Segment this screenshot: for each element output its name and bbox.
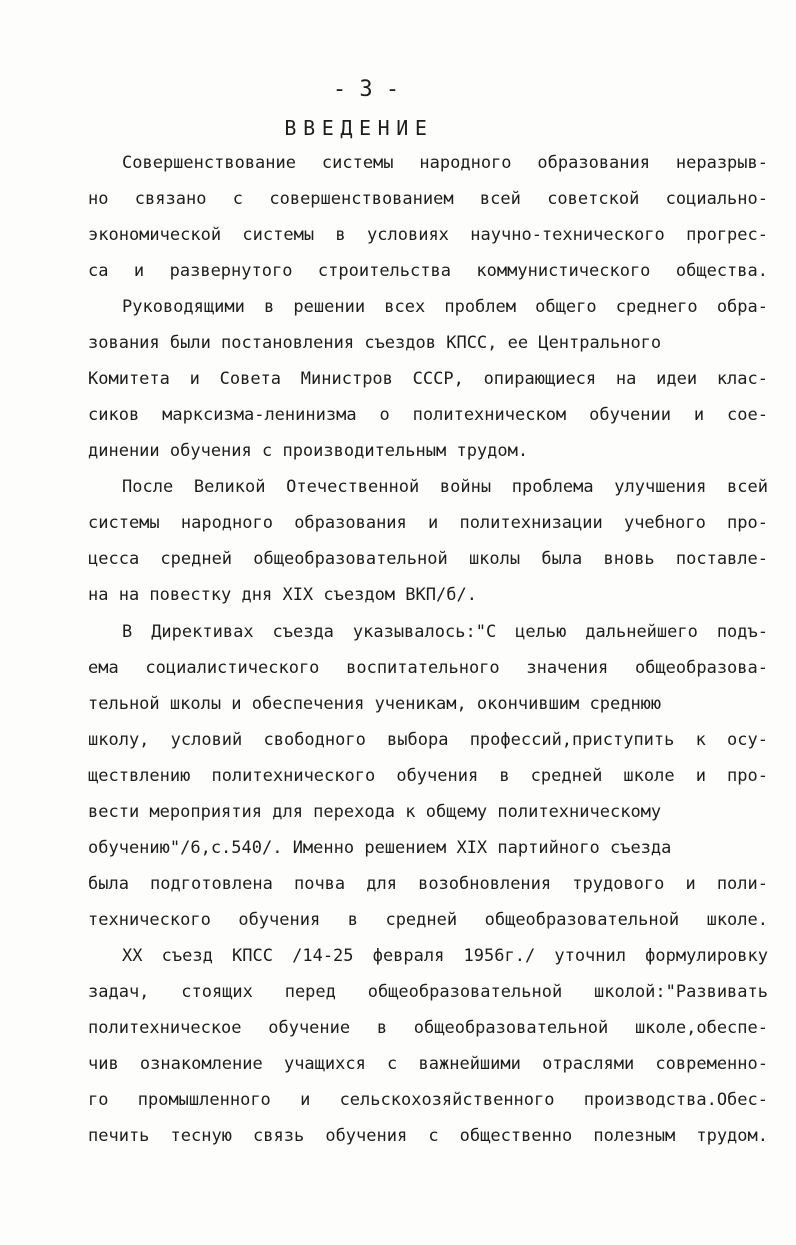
text-line: После Великой Отечественной войны проблема улучшения всей bbox=[122, 477, 768, 497]
text-line: вести мероприятия для перехода к общему политехническому bbox=[88, 802, 662, 822]
text-line: са и развернутого строительства коммунистического общества. bbox=[88, 261, 768, 281]
text-line: XX съезд КПСС /14-25 февраля 1956г./ уточнил формулировку bbox=[122, 946, 768, 966]
text-line: была подготовлена почва для возобновления трудового и поли- bbox=[88, 874, 768, 894]
text-line: В Директивах съезда указывалось:"С целью дальнейшего подъ- bbox=[122, 622, 768, 642]
text-line: экономической системы в условиях научно-технического прогрес- bbox=[88, 225, 768, 245]
text-line: политехническое обучение в общеобразовательной школе,обеспе- bbox=[88, 1018, 768, 1038]
text-line: тельной школы и обеспечения ученикам, окончившим среднюю bbox=[88, 694, 662, 714]
text-line: системы народного образования и политехнизации учебного про- bbox=[88, 513, 768, 533]
text-line: ществлению политехнического обучения в средней школе и про- bbox=[88, 766, 768, 786]
text-line: но связано с совершенствованием всей советской социально- bbox=[88, 189, 768, 209]
page-number: - 3 - bbox=[332, 77, 400, 102]
text-line: цесса средней общеобразовательной школы была вновь поставле- bbox=[88, 549, 768, 569]
text-line: на на повестку дня XIX съездом ВКП/б/. bbox=[88, 585, 477, 605]
text-line: чив ознакомление учащихся с важнейшими отраслями современно- bbox=[88, 1054, 768, 1074]
text-line: обучению"/6,с.540/. Именно решением XIX партийного съезда bbox=[88, 838, 672, 858]
text-line: технического обучения в средней общеобразовательной школе. bbox=[88, 910, 768, 930]
text-line: зования были постановления съездов КПСС, ее Центрального bbox=[88, 333, 662, 353]
text-line: Совершенствование системы народного образования неразрыв- bbox=[122, 153, 768, 173]
section-heading: ВВЕДЕНИЕ bbox=[284, 116, 434, 140]
text-line: го промышленного и сельскохозяйственного производства.Обес- bbox=[88, 1090, 768, 1110]
text-line: Комитета и Совета Министров СССР, опирающиеся на идеи клас- bbox=[88, 369, 768, 389]
text-line: ема социалистического воспитательного значения общеобразова- bbox=[88, 658, 768, 678]
text-line: печить тесную связь обучения с общественно полезным трудом. bbox=[88, 1126, 768, 1146]
text-line: динении обучения с производительным трудом. bbox=[88, 441, 529, 461]
text-line: задач, стоящих перед общеобразовательной школой:"Развивать bbox=[88, 982, 768, 1002]
text-line: Руководящими в решении всех проблем общего среднего обра- bbox=[122, 297, 768, 317]
text-line: сиков марксизма-ленинизма о политехническом обучении и сое- bbox=[88, 405, 768, 425]
text-line: школу, условий свободного выбора профессий,приступить к осу- bbox=[88, 730, 768, 750]
